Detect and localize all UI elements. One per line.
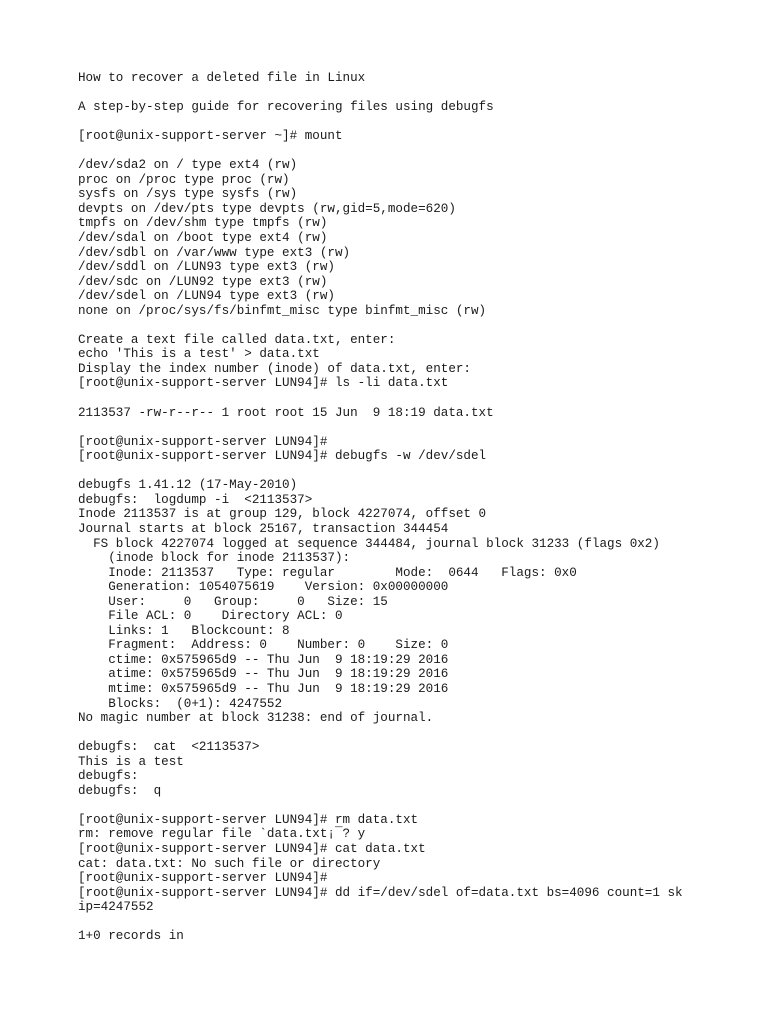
document-title: How to recover a deleted file in Linux <box>78 71 366 85</box>
shell-prompt-line: [root@unix-support-server LUN94]# cat data.txt <box>78 841 426 856</box>
text-line: atime: 0x575965d9 -- Thu Jun 9 18:19:29 2016 <box>78 667 449 682</box>
text-line: /dev/sdal on /boot type ext4 (rw) <box>78 231 328 246</box>
text-line: Generation: 1054075619 Version: 0x00000000 <box>78 580 449 595</box>
document-subtitle: A step-by-step guide for recovering files using debugfs <box>78 100 494 115</box>
text-line: ctime: 0x575965d9 -- Thu Jun 9 18:19:29 2016 <box>78 652 449 667</box>
text-line: Fragment: Address: 0 Number: 0 Size: 0 <box>78 638 449 653</box>
blank-line <box>78 464 758 479</box>
text-line: proc on /proc type proc (rw) <box>78 172 290 187</box>
text-line: FS block 4227074 logged at sequence 344484, journal block 31233 (flags 0x2) <box>78 536 660 551</box>
debugfs-prompt-line: debugfs: cat <2113537> <box>78 740 260 755</box>
text-line: File ACL: 0 Directory ACL: 0 <box>78 609 343 624</box>
text-line: Blocks: (0+1): 4247552 <box>78 696 283 711</box>
blank-line <box>78 915 758 930</box>
text-line: tmpfs on /dev/shm type tmpfs (rw) <box>78 216 328 231</box>
text-line: User: 0 Group: 0 Size: 15 <box>78 594 388 609</box>
blank-line <box>78 86 758 101</box>
text-line: 1+0 records in <box>78 929 184 944</box>
text-line: cat: data.txt: No such file or directory <box>78 856 381 871</box>
text-line: Inode: 2113537 Type: regular Mode: 0644 Flags: 0x0 <box>78 565 577 580</box>
document-page <box>78 71 758 944</box>
text-line: /dev/sda2 on / type ext4 (rw) <box>78 158 298 173</box>
text-line: none on /proc/sys/fs/binfmt_misc type binfmt_misc (rw) <box>78 303 487 318</box>
text-line: Links: 1 Blockcount: 8 <box>78 623 290 638</box>
debugfs-prompt-line: debugfs: q <box>78 783 162 798</box>
blank-line <box>78 420 758 435</box>
blank-line <box>78 115 758 130</box>
text-line: /dev/sdc on /LUN92 type ext3 (rw) <box>78 274 328 289</box>
text-line: Create a text file called data.txt, enter: <box>78 332 396 347</box>
blank-line <box>78 144 758 159</box>
shell-prompt-line: [root@unix-support-server LUN94]# rm data.txt <box>78 812 419 827</box>
shell-prompt-line: [root@unix-support-server LUN94]# <box>78 871 328 886</box>
text-line: No magic number at block 31238: end of journal. <box>78 711 434 726</box>
text-line: Journal starts at block 25167, transaction 344454 <box>78 521 449 536</box>
text-line: /dev/sddl on /LUN93 type ext3 (rw) <box>78 260 335 275</box>
text-line: /dev/sdel on /LUN94 type ext3 (rw) <box>78 289 335 304</box>
debugfs-prompt-line: debugfs: <box>78 769 139 784</box>
shell-prompt-line: [root@unix-support-server LUN94]# dd if=/dev/sdel of=data.txt bs=4096 count=1 sk <box>78 885 683 900</box>
text-line: rm: remove regular file `data.txt¡¯? y <box>78 827 366 842</box>
text-line: mtime: 0x575965d9 -- Thu Jun 9 18:19:29 2016 <box>78 681 449 696</box>
text-line: This is a test <box>78 754 184 769</box>
text-line: sysfs on /sys type sysfs (rw) <box>78 187 298 202</box>
blank-line <box>78 318 758 333</box>
shell-prompt-line: [root@unix-support-server LUN94]# debugfs -w /dev/sdel <box>78 449 487 464</box>
shell-prompt-line: [root@unix-support-server LUN94]# <box>78 434 328 449</box>
blank-line <box>78 798 758 813</box>
text-line: Inode 2113537 is at group 129, block 4227074, offset 0 <box>78 507 487 522</box>
debugfs-prompt-line: debugfs: logdump -i <2113537> <box>78 492 313 507</box>
text-line: ip=4247552 <box>78 900 154 915</box>
text-line: echo 'This is a test' > data.txt <box>78 347 320 362</box>
text-line: 2113537 -rw-r--r-- 1 root root 15 Jun 9 18:19 data.txt <box>78 405 494 420</box>
shell-prompt-line: [root@unix-support-server LUN94]# ls -li data.txt <box>78 376 449 391</box>
text-line: devpts on /dev/pts type devpts (rw,gid=5,mode=620) <box>78 201 456 216</box>
blank-line <box>78 726 758 741</box>
text-line: debugfs 1.41.12 (17-May-2010) <box>78 478 298 493</box>
text-line: Display the index number (inode) of data.txt, enter: <box>78 361 471 376</box>
text-line: /dev/sdbl on /var/www type ext3 (rw) <box>78 245 351 260</box>
text-line: (inode block for inode 2113537): <box>78 551 351 566</box>
blank-line <box>78 391 758 406</box>
shell-prompt-line: [root@unix-support-server ~]# mount <box>78 129 343 144</box>
